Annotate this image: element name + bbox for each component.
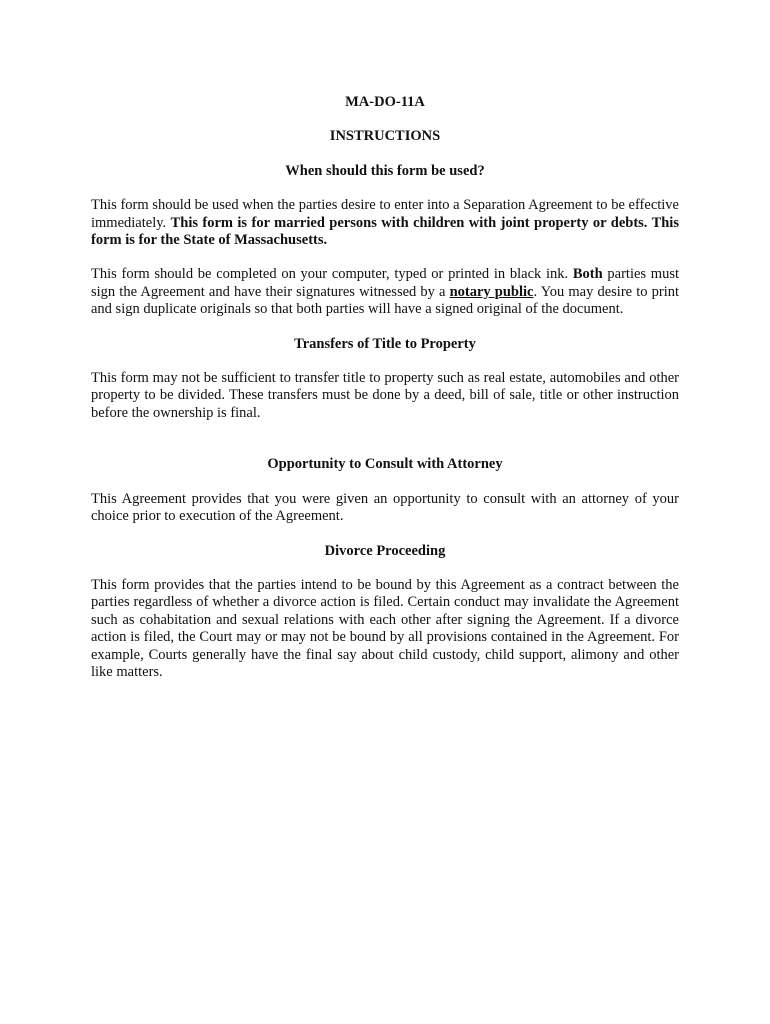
- paragraph-divorce: This form provides that the parties intend to be bound by this Agreement as a contract between the parties regardless of whether a divorce action is filed. Certain conduct may invalidate the Agreement such as cohabitation and sexual relations with each other after signing the Agreement. If a divorce action is filed, the Court may or may not be bound by all provisions contained in the Agreement. For example, Courts generally have the final say about child custody, child support, alimony and other like matters.: [91, 576, 679, 680]
- paragraph-bold-text: Both: [572, 266, 603, 283]
- paragraph-bold-text: This form is for married persons with children with joint property or debts. This form is for the State of Massachusetts.: [91, 214, 679, 249]
- paragraph-text: This form should be used when the parties desire to enter into a Separation Agreement to be effective immediately.: [91, 197, 679, 231]
- paragraph-completion: [91, 266, 679, 318]
- document-page: [91, 86, 679, 681]
- section-heading-when: When should this form be used?: [285, 162, 485, 179]
- section-heading-consult: Opportunity to Consult with Attorney: [267, 456, 503, 473]
- form-code: MA-DO-11A: [345, 94, 425, 110]
- paragraph-text: This form should be completed on your computer, typed or printed in black ink.: [91, 266, 573, 283]
- page-title: INSTRUCTIONS: [329, 128, 441, 145]
- paragraph-text: . You may desire to print and sign duplicate originals so that both parties will have a signed original of the document.: [91, 283, 680, 318]
- paragraph-text: parties must sign the Agreement and have their signatures witnessed by a: [91, 266, 679, 300]
- section-heading-transfers: Transfers of Title to Property: [294, 335, 476, 352]
- section-heading-divorce: Divorce Proceeding: [324, 542, 446, 559]
- paragraph-when: [91, 197, 679, 249]
- paragraph-consult: This Agreement provides that you were given an opportunity to consult with an attorney of your choice prior to execution of the Agreement.: [91, 490, 679, 525]
- notary-public-link[interactable]: notary public: [449, 283, 534, 300]
- paragraph-transfers: This form may not be sufficient to transfer title to property such as real estate, automobiles and other property to be divided. These transfers must be done by a deed, bill of sale, title or other instruction before the ownership is final.: [91, 370, 679, 421]
